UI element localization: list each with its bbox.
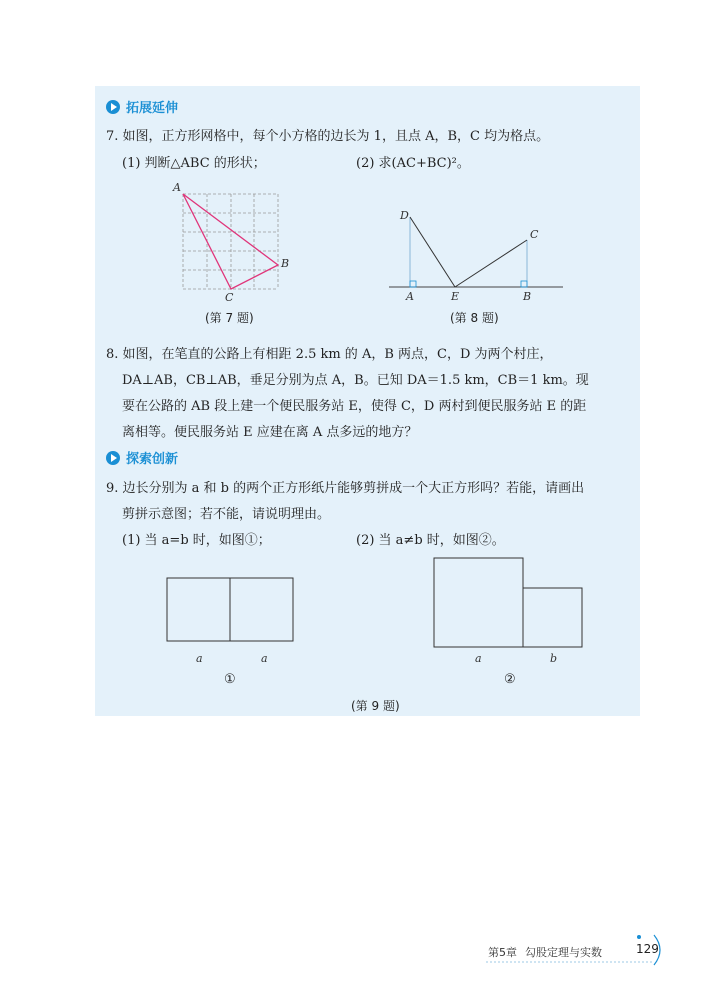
- fig7-label-b: B: [281, 257, 290, 270]
- fig9-caption: (第 9 题): [351, 699, 400, 713]
- fig9-2-label-b: b: [550, 652, 558, 665]
- section-title: 拓展延伸: [126, 101, 179, 116]
- q7-stem: 7. 如图，正方形网格中，每个小方格的边长为 1，且点 A，B，C 均为格点。: [106, 129, 550, 144]
- q8-line3: 要在公路的 AB 段上建一个便民服务站 E，使得 C，D 两村到便民服务站 E 的距: [122, 399, 587, 414]
- q9-line1: 9. 边长分别为 a 和 b 的两个正方形纸片能够剪拼成一个大正方形吗？若能，请画出: [106, 481, 585, 496]
- fig9-2-label-a: a: [475, 652, 482, 665]
- fig9-2-figure: [428, 552, 593, 672]
- q8-line4: 离相等。便民服务站 E 应建在离 A 点多远的地方？: [122, 425, 418, 440]
- section-heading-explore: [106, 448, 178, 467]
- fig8-label-a: A: [406, 290, 414, 303]
- fig9-1-label-a2: a: [261, 652, 268, 665]
- q9-part2: (2) 当 a≠b 时，如图②。: [356, 533, 505, 548]
- fig7-label-c: C: [225, 291, 234, 304]
- play-triangle-icon: [106, 451, 120, 465]
- page-number: 129: [636, 942, 659, 956]
- footer-title: 勾股定理与实数: [525, 946, 602, 959]
- fig8-figure: [385, 205, 570, 305]
- q9-part1: (1) 当 a=b 时，如图①；: [122, 533, 271, 548]
- q7-part1: (1) 判断△ABC 的形状；: [122, 156, 266, 171]
- q9-line2: 剪拼示意图；若不能，请说明理由。: [122, 507, 331, 522]
- fig8-caption: (第 8 题): [450, 311, 499, 325]
- fig9-1-label-a1: a: [196, 652, 203, 665]
- play-triangle-icon: [106, 100, 120, 114]
- section-title: 探索创新: [126, 452, 179, 467]
- q8-line2: DA⊥AB，CB⊥AB，垂足分别为点 A，B。已知 DA＝1.5 km，CB＝1 km。现: [122, 373, 589, 388]
- q8-line1: 8. 如图，在笔直的公路上有相距 2.5 km 的 A，B 两点，C，D 为两个村庄，: [106, 347, 553, 362]
- fig9-2-number: ②: [504, 672, 516, 687]
- fig9-1-number: ①: [224, 672, 236, 687]
- q7-part2: (2) 求(AC+BC)²。: [356, 156, 470, 171]
- fig8-label-d: D: [400, 209, 409, 222]
- fig8-label-e: E: [451, 290, 460, 303]
- fig7-label-a: A: [173, 181, 181, 194]
- fig8-label-b: B: [523, 290, 532, 303]
- fig7-caption: (第 7 题): [205, 311, 254, 325]
- fig7-grid-figure: [170, 180, 290, 304]
- footer-chapter: 第5章: [488, 946, 517, 959]
- fig8-label-c: C: [530, 228, 539, 241]
- section-heading-extension: [106, 97, 178, 116]
